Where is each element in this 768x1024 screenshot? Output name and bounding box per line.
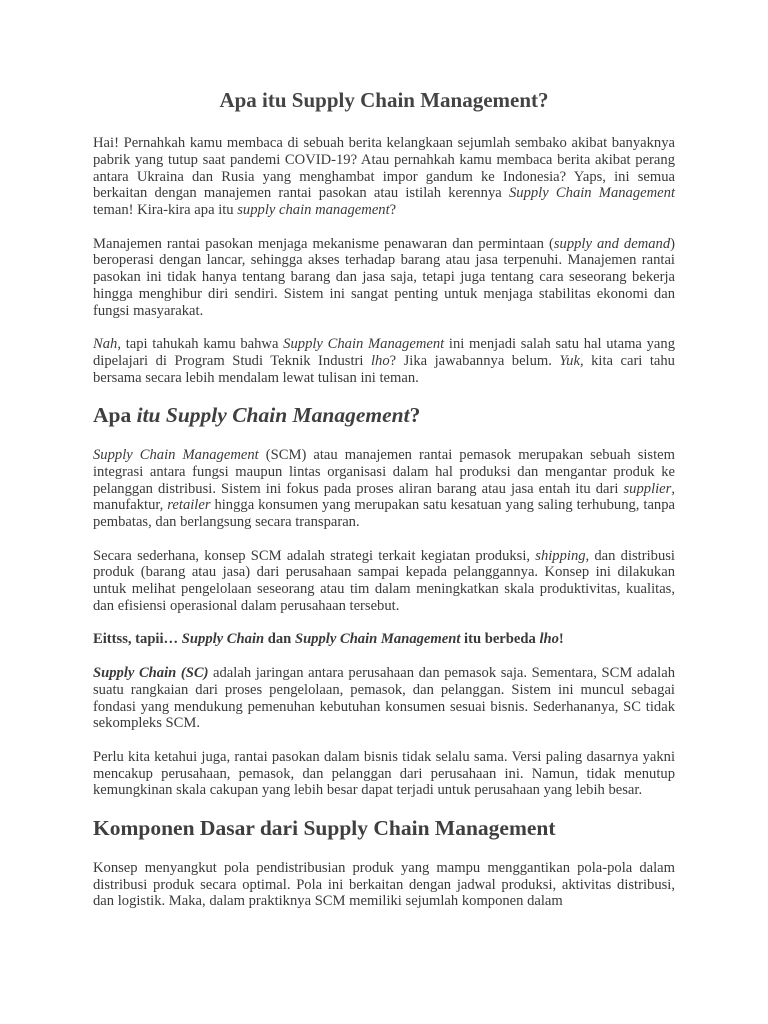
text-run: , kita cari tahu bersama secara lebih mendalam lewat tulisan ini teman. (93, 352, 675, 386)
section1-paragraph-5 (93, 749, 675, 799)
text-run: lho (539, 631, 559, 648)
text-run: ini menjadi salah satu hal utama yang dipelajari di Program Studi Teknik Industri (93, 336, 675, 369)
text-run: hingga konsumen yang merupakan satu kesatuan yang saling terhubung, tanpa pembatas, dan berlangsung secara transparan. (93, 497, 675, 530)
text-run: itu Supply Chain Management (136, 403, 410, 428)
section1-paragraph-1 (93, 447, 675, 531)
text-run: Perlu kita ketahui juga, rantai pasokan dalam bisnis tidak selalu sama. Versi paling dasarnya yakni mencakup perusahaan, pemasok, dan pelanggan dari perusahaan ini. Namun, tidak menutup kemungkinan skala cakupan yang lebih besar dapat terjadi untuk perusahaan yang lebih besar. (93, 748, 675, 799)
intro-paragraph-1 (93, 135, 675, 219)
text-run: , manufaktur, (93, 480, 675, 514)
text-run: Supply Chain (181, 631, 265, 648)
text-run: Nah (93, 336, 118, 353)
text-run: , dan distribusi produk (barang atau jasa) dari perusahaan sampai kepada pelanggannya. Konsep ini dilakukan untuk melihat pengelolaan seseorang atau tim dalam meningkatkan skala produktivitas, kualitas, dan efisiensi operasional dalam perusahaan tersebut. (93, 547, 675, 614)
text-run: Supply Chain (SC) (93, 665, 209, 682)
text-run: Supply Chain Management (294, 631, 461, 648)
text-run: itu berbeda (460, 631, 540, 648)
text-run: Supply Chain Management (283, 336, 445, 353)
text-run: Supply Chain Management (93, 447, 259, 464)
text-run: ? (389, 202, 397, 218)
text-run: dan (264, 631, 295, 648)
text-run: , tapi tahukah kamu bahwa (117, 336, 284, 353)
text-run: ! (558, 631, 564, 648)
section1-paragraph-2 (93, 548, 675, 615)
text-run: teman! Kira-kira apa itu (93, 202, 238, 218)
text-run: supply and demand (553, 235, 671, 252)
text-run: adalah jaringan antara perusahaan dan pemasok saja. Sementara, SCM adalah suatu rangkaian dari proses pengelolaan, pemasok, dan pelanggan. Sistem ini muncul sebagai fondasi yang mendukung pemenuhan kebutuhan konsumen sesuai bisnis. Sederhananya, SC tidak sekompleks SCM. (93, 665, 675, 732)
intro-paragraph-3 (93, 336, 675, 386)
text-run: Supply Chain Management (508, 185, 675, 202)
text-run: supply chain management (237, 202, 390, 218)
text-run: shipping (535, 547, 586, 564)
text-run: Yuk (559, 352, 580, 369)
text-run: supplier (623, 480, 672, 497)
text-run: Apa (93, 403, 137, 428)
text-run: Secara sederhana, konsep SCM adalah strategi terkait kegiatan produksi, (93, 547, 536, 564)
text-run: ? Jika jawabannya belum. (389, 352, 560, 369)
text-run: (SCM) atau manajemen rantai pemasok merupakan sebuah sistem integrasi antara fungsi maupun lintas organisasi dalam hal produksi dan mengantar produk ke pelanggan distribusi. Sistem ini fokus pada proses aliran barang atau jasa entah itu dari (93, 447, 675, 497)
text-run: ) beroperasi dengan lancar, sehingga akses terhadap barang atau jasa terpenuhi. Manajemen rantai pasokan ini tidak hanya tentang barang dan jasa saja, tetapi juga tentang cara seseorang bekerja hingga menghibur diri sendiri. Sistem ini sangat penting untuk menjaga stabilitas ekonomi dan fungsi masyarakat. (93, 235, 675, 319)
intro-paragraph-2 (93, 236, 675, 320)
section-heading-components: Komponen Dasar dari Supply Chain Management (93, 816, 556, 841)
text-run: Hai! Pernahkah kamu membaca di sebuah berita kelangkaan sejumlah sembako akibat banyaknya pabrik yang tutup saat pandemi COVID-19? Atau pernahkah kamu membaca berita akibat perang antara Ukraina dan Rusia yang menghambat impor gandum ke Indonesia? Yaps, ini semua berkaitan dengan manajemen rantai pasokan atau istilah kerennya (93, 135, 675, 202)
section1-paragraph-3 (93, 631, 675, 648)
bold-note (93, 631, 564, 647)
bold-term (93, 665, 208, 681)
text-run: Manajemen rantai pasokan menjaga mekanisme penawaran dan permintaan ( (93, 235, 554, 252)
text-run: lho (370, 352, 390, 369)
text-run: Konsep menyangkut pola pendistribusian produk yang mampu menggantikan pola-pola dalam distribusi produk secara optimal. Pola ini berkaitan dengan jadwal produksi, aktivitas distribusi, dan logistik. Maka, dalam praktiknya SCM memiliki sejumlah komponen dalam (93, 859, 675, 910)
text-run: retailer (167, 497, 211, 514)
section2-paragraph-1 (93, 860, 675, 910)
text-run: Eittss, tapii… (93, 631, 182, 648)
section1-paragraph-4 (93, 665, 675, 732)
document-page (93, 88, 675, 927)
document-title: Apa itu Supply Chain Management? (219, 88, 549, 112)
text-run: ? (409, 403, 421, 428)
section-heading-what-is-scm (93, 403, 675, 429)
